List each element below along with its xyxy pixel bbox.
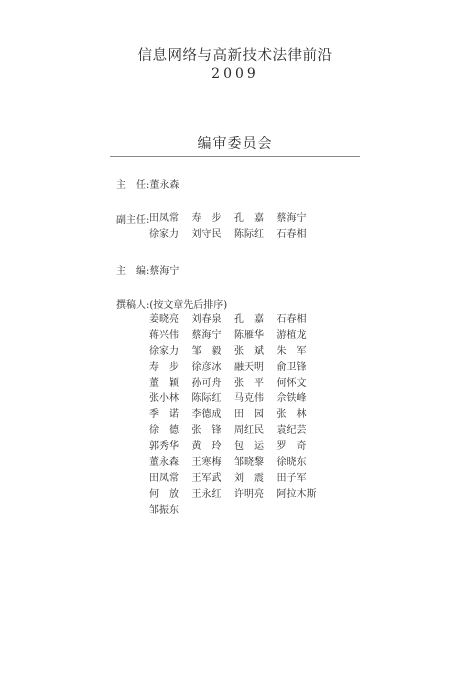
person-name: 邹晓黎 — [234, 457, 264, 469]
person-name: 徐家力 — [149, 228, 179, 240]
contributors-note: (按文章先后排序) — [149, 300, 228, 311]
contributors-label: 撰稿人: — [116, 300, 150, 311]
person-name: 季 诺 — [149, 409, 179, 421]
chair-name: 董永森 — [149, 180, 180, 191]
editor-name: 蔡海宁 — [149, 266, 180, 277]
person-name: 张 斌 — [234, 345, 264, 357]
editor-line — [116, 262, 179, 277]
chair-label: 主 任: — [116, 180, 150, 191]
person-name: 罗 奇 — [276, 441, 307, 453]
name-row — [149, 503, 319, 519]
person-name: 陈雁华 — [234, 329, 264, 341]
name-row — [149, 487, 319, 503]
person-name: 周红民 — [234, 425, 264, 437]
person-name: 李德成 — [191, 409, 222, 421]
person-name: 姜晓亮 — [149, 314, 179, 325]
person-name: 张小林 — [149, 393, 179, 405]
person-name: 蔡海宁 — [191, 329, 222, 341]
person-name: 田凤常 — [149, 472, 179, 484]
person-name: 寿 步 — [191, 213, 222, 224]
person-name: 阿拉木斯 — [276, 488, 317, 500]
person-name: 蒋兴伟 — [149, 329, 179, 341]
person-name: 刘 震 — [234, 472, 264, 484]
name-row — [149, 344, 319, 360]
person-name: 孙可舟 — [191, 377, 222, 389]
name-row — [149, 211, 319, 227]
person-name: 何 放 — [149, 488, 179, 500]
person-name: 寿 步 — [149, 361, 179, 373]
name-row — [149, 407, 319, 423]
person-name: 张 平 — [234, 377, 264, 389]
name-row — [149, 328, 319, 344]
contributors-line — [116, 296, 227, 311]
person-name: 张 锋 — [191, 425, 222, 437]
name-row — [149, 439, 319, 455]
person-name: 董 颖 — [149, 377, 179, 389]
person-name: 徐家力 — [149, 345, 179, 357]
person-name: 张 林 — [276, 409, 307, 421]
person-name: 蔡海宁 — [276, 213, 307, 224]
person-name: 田 园 — [234, 409, 264, 421]
editor-label: 主 编: — [116, 266, 150, 277]
person-name: 徐晓东 — [276, 457, 307, 469]
name-row — [149, 455, 319, 471]
vice-chair-label: 副主任: — [116, 215, 150, 226]
book-title: 信息网络与高新技术法律前沿 — [137, 48, 333, 64]
name-row — [149, 227, 319, 243]
person-name: 郭秀华 — [149, 441, 179, 453]
person-name: 田子军 — [276, 472, 307, 484]
person-name: 刘春泉 — [191, 314, 222, 325]
person-name: 王永红 — [191, 488, 222, 500]
person-name: 马克伟 — [234, 393, 264, 405]
person-name: 朱 军 — [276, 345, 307, 357]
person-name: 佘铁峰 — [276, 393, 307, 405]
person-name: 徐彦冰 — [191, 361, 222, 373]
vice-chair-names — [149, 211, 319, 243]
contributor-names — [149, 312, 319, 519]
person-name: 孔 嘉 — [234, 213, 264, 224]
person-name: 董永森 — [149, 457, 179, 469]
name-row — [149, 312, 319, 328]
name-row — [149, 360, 319, 376]
person-name: 石春相 — [276, 314, 307, 325]
person-name: 游植龙 — [276, 329, 307, 341]
person-name: 邹振东 — [149, 504, 179, 516]
book-year: 2009 — [211, 66, 259, 82]
person-name: 许明亮 — [234, 488, 264, 500]
person-name: 田凤常 — [149, 213, 179, 224]
person-name: 徐 德 — [149, 425, 179, 437]
person-name: 黄 玲 — [191, 441, 222, 453]
name-row — [149, 391, 319, 407]
person-name: 孔 嘉 — [234, 314, 264, 325]
person-name: 陈际红 — [234, 228, 264, 240]
chair-line — [116, 176, 179, 191]
name-row — [149, 423, 319, 439]
person-name: 王军武 — [191, 472, 222, 484]
section-heading: 编审委员会 — [197, 136, 273, 152]
person-name: 包 运 — [234, 441, 264, 453]
heading-divider — [110, 156, 360, 157]
name-row — [149, 471, 319, 487]
person-name: 何怀文 — [276, 377, 307, 389]
person-name: 邹 毅 — [191, 345, 222, 357]
person-name: 俞卫锋 — [276, 361, 307, 373]
person-name: 刘守民 — [191, 228, 222, 240]
name-row — [149, 376, 319, 392]
person-name: 陈际红 — [191, 393, 222, 405]
person-name: 融天明 — [234, 361, 264, 373]
person-name: 王寒梅 — [191, 457, 222, 469]
person-name: 袁纪芸 — [276, 425, 307, 437]
person-name: 石春相 — [276, 228, 307, 240]
